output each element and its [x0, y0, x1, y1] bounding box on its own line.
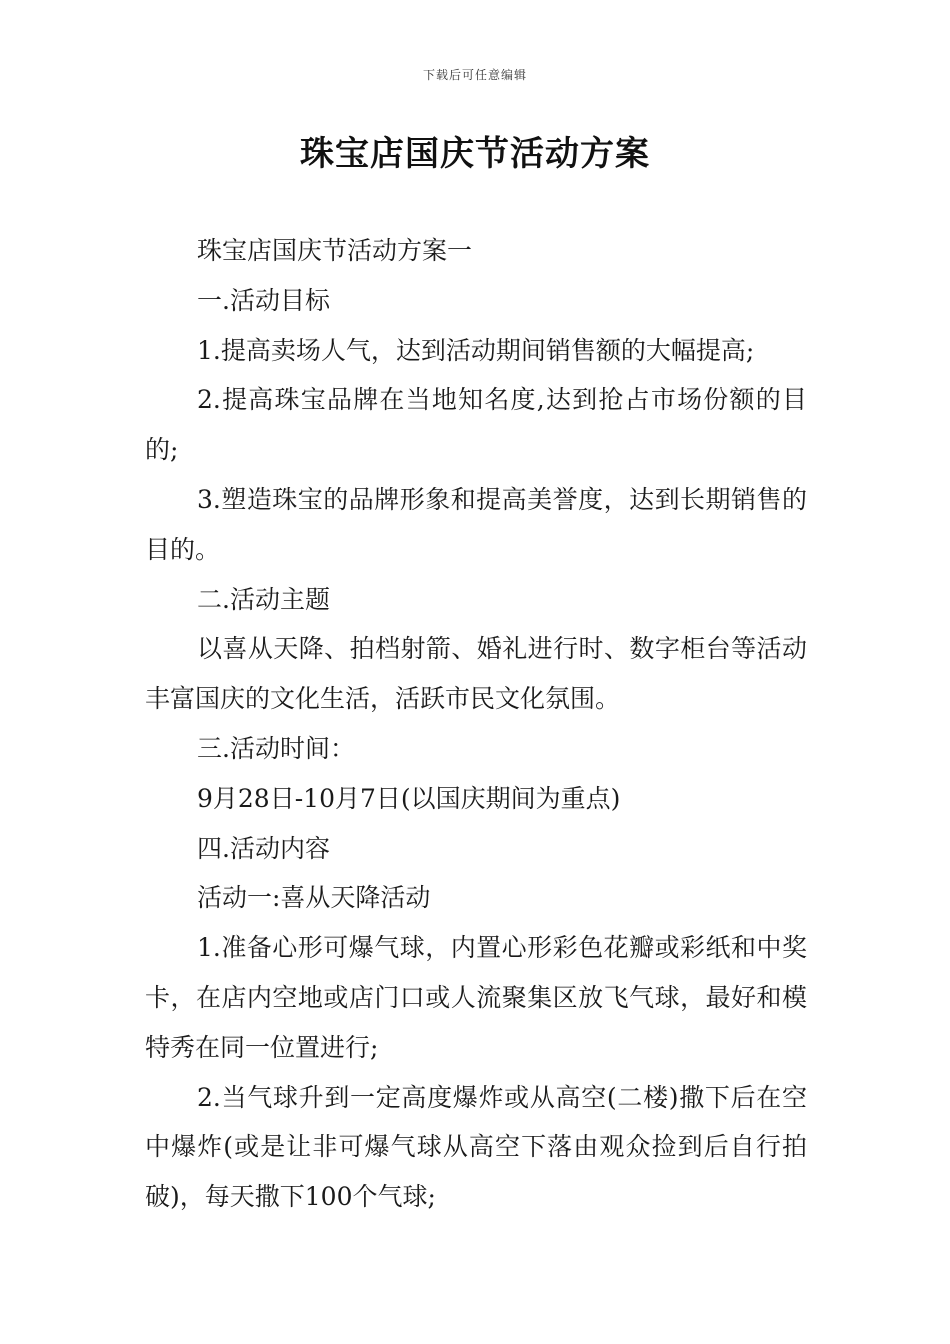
paragraph: 三.活动时间：: [197, 733, 355, 763]
paragraph: 二.活动主题: [197, 584, 330, 614]
header-note: 下载后可任意编辑: [422, 68, 527, 82]
paragraph: 四.活动内容: [197, 833, 330, 863]
paragraph: 1.准备心形可爆气球，内置心形彩色花瓣或彩纸和中奖卡，在店内空地或店门口或人流聚集区放飞气球，最好和模特秀在同一位置进行;: [145, 933, 807, 1062]
paragraph: 3.塑造珠宝的品牌形象和提高美誉度，达到长期销售的目的。: [145, 484, 807, 564]
document-body: [145, 226, 807, 1222]
paragraph: 活动一:喜从天降活动: [197, 883, 431, 913]
paragraph: 1.提高卖场人气，达到活动期间销售额的大幅提高;: [197, 335, 755, 365]
paragraph: 2.提高珠宝品牌在当地知名度,达到抢占市场份额的目的;: [145, 385, 807, 465]
paragraph: 2.当气球升到一定高度爆炸或从高空(二楼)撒下后在空中爆炸(或是让非可爆气球从高空下落由观众捡到后自行拍破)，每天撒下100个气球;: [145, 1082, 807, 1212]
paragraph: 以喜从天降、拍档射箭、婚礼进行时、数字柜台等活动丰富国庆的文化生活，活跃市民文化氛围。: [145, 634, 807, 714]
document-title: 珠宝店国庆节活动方案: [300, 134, 650, 174]
paragraph: 9月28日-10月7日(以国庆期间为重点): [197, 783, 621, 813]
paragraph: 一.活动目标: [197, 285, 330, 315]
paragraph: 珠宝店国庆节活动方案一: [197, 236, 473, 265]
